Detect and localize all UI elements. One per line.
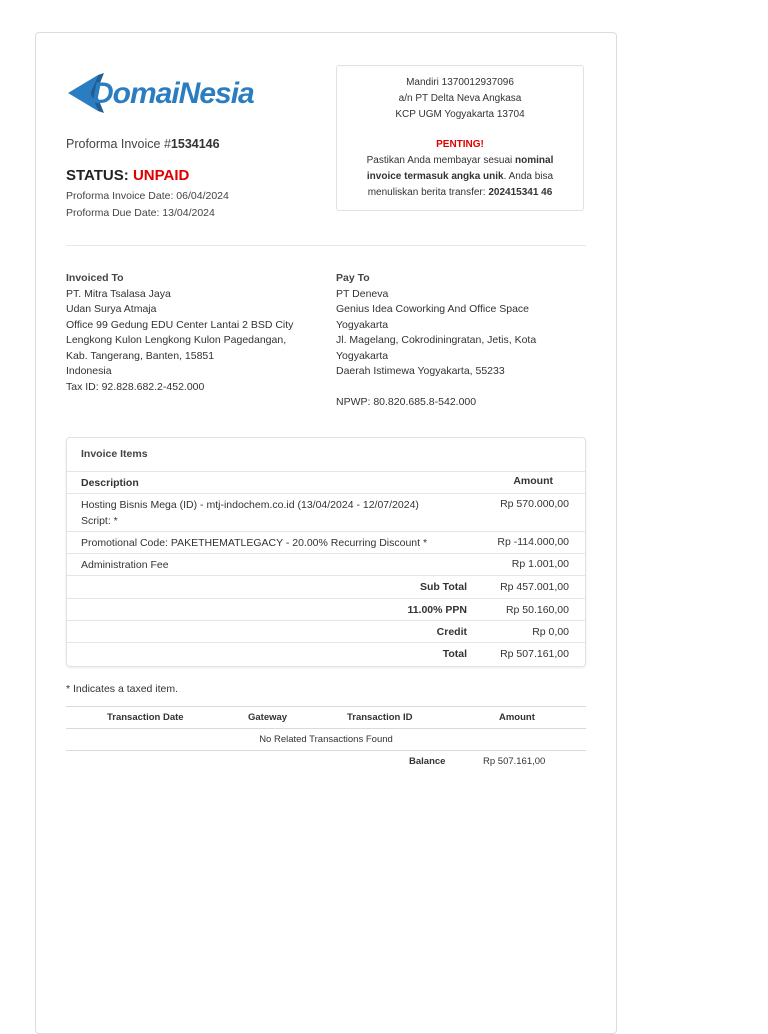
invoiced-to-line: Office 99 Gedung EDU Center Lantai 2 BSD City bbox=[66, 318, 294, 331]
bank-info-box bbox=[336, 65, 584, 211]
total-amount: Rp 507.161,00 bbox=[500, 648, 569, 660]
invoiced-to-line: Udan Surya Atmaja bbox=[66, 303, 157, 315]
bank-account: Mandiri 1370012937096 bbox=[406, 77, 514, 88]
item-amount: Rp 1.001,00 bbox=[511, 558, 569, 570]
subtotal-label: Sub Total bbox=[419, 581, 467, 593]
col-transaction-date: Transaction Date bbox=[107, 712, 184, 723]
spacer bbox=[336, 380, 581, 396]
transactions-table bbox=[66, 706, 586, 772]
invoice-items-table bbox=[66, 437, 586, 667]
balance-label: Balance bbox=[409, 756, 446, 767]
col-gateway: Gateway bbox=[248, 712, 288, 723]
invoiced-to-line: Lengkong Kulon Lengkong Kulon Pagedangan, bbox=[66, 334, 287, 346]
tax-label: 11.00% PPN bbox=[407, 604, 467, 616]
pay-to-npwp: NPWP: 80.820.685.8-542.000 bbox=[336, 396, 477, 408]
note-text: menuliskan berita transfer: bbox=[367, 187, 489, 198]
pay-to-line: PT Deneva bbox=[336, 287, 389, 300]
bank-account-name: a/n PT Delta Neva Angkasa bbox=[398, 93, 522, 104]
invoice-number-label: Proforma Invoice # bbox=[66, 137, 171, 151]
credit-amount: Rp 0,00 bbox=[532, 626, 569, 638]
invoiced-to-heading: Invoiced To bbox=[66, 272, 124, 284]
note-bold: nominal bbox=[515, 155, 554, 166]
transfer-note bbox=[337, 153, 583, 201]
invoiced-to-line: Tax ID: 92.828.682.2-452.000 bbox=[66, 380, 205, 393]
invoice-dates bbox=[66, 188, 229, 221]
balance-row bbox=[66, 750, 586, 772]
invoice-number-value: 1534146 bbox=[170, 137, 220, 151]
item-desc-line: Script: * bbox=[81, 515, 118, 527]
invoice-number bbox=[66, 137, 220, 151]
due-date: Proforma Due Date: 13/04/2024 bbox=[66, 206, 215, 219]
item-amount: Rp 570.000,00 bbox=[500, 498, 569, 510]
col-description: Description bbox=[81, 477, 139, 489]
subtotal-amount: Rp 457.001,00 bbox=[500, 581, 569, 593]
status-label: STATUS: bbox=[66, 167, 129, 184]
balance-value: Rp 507.161,00 bbox=[483, 756, 546, 767]
transactions-empty-row bbox=[66, 728, 586, 750]
tax-amount: Rp 50.160,00 bbox=[505, 604, 569, 616]
pay-to-block bbox=[336, 271, 581, 411]
invoiced-to-line: Kab. Tangerang, Banten, 15851 bbox=[66, 349, 215, 362]
pay-to-line: Yogyakarta bbox=[336, 349, 389, 362]
note-text: Pastikan Anda membayar sesuai bbox=[366, 155, 516, 166]
item-description bbox=[81, 497, 419, 529]
no-transactions-message: No Related Transactions Found bbox=[259, 734, 393, 745]
col-transaction-id: Transaction ID bbox=[347, 712, 413, 723]
invoiced-to-line: Indonesia bbox=[66, 365, 112, 377]
pay-to-line: Genius Idea Coworking And Office Space bbox=[336, 303, 530, 315]
transactions-header-row bbox=[66, 706, 586, 728]
pay-to-line: Jl. Magelang, Cokrodiningratan, Jetis, Kota bbox=[336, 334, 537, 346]
invoice-status bbox=[66, 167, 189, 184]
table-row bbox=[67, 493, 585, 532]
bank-branch: KCP UGM Yogyakarta 13704 bbox=[395, 109, 525, 120]
table-row bbox=[67, 531, 585, 554]
note-text: . Anda bisa bbox=[503, 171, 554, 182]
divider bbox=[66, 245, 586, 246]
taxed-item-note: * Indicates a taxed item. bbox=[66, 683, 179, 695]
subtotal-row bbox=[67, 575, 585, 599]
pay-to-line: Daerah Istimewa Yogyakarta, 55233 bbox=[336, 365, 505, 377]
credit-label: Credit bbox=[436, 626, 467, 638]
tax-row bbox=[67, 598, 585, 621]
invoice-items-title: Invoice Items bbox=[81, 448, 148, 460]
transfer-reference: 202415341 46 bbox=[488, 187, 553, 198]
note-bold: invoice termasuk angka unik bbox=[366, 171, 504, 182]
invoiced-to-block bbox=[66, 271, 311, 395]
col-amount: Amount bbox=[513, 475, 553, 487]
status-value: UNPAID bbox=[132, 167, 190, 184]
pay-to-line: Yogyakarta bbox=[336, 318, 389, 331]
item-amount: Rp -114.000,00 bbox=[497, 536, 569, 548]
item-desc-line: Hosting Bisnis Mega (ID) - mtj-indochem.co.id (13/04/2024 - 12/07/2024) bbox=[81, 499, 419, 511]
item-description: Administration Fee bbox=[81, 559, 169, 571]
credit-row bbox=[67, 620, 585, 643]
invoiced-to-line: PT. Mitra Tsalasa Jaya bbox=[66, 287, 171, 300]
total-row bbox=[67, 642, 585, 666]
item-description: Promotional Code: PAKETHEMATLEGACY - 20.00% Recurring Discount * bbox=[81, 537, 428, 549]
table-row bbox=[67, 553, 585, 576]
total-label: Total bbox=[442, 648, 467, 660]
domainesia-logo bbox=[68, 71, 254, 117]
invoice-date: Proforma Invoice Date: 06/04/2024 bbox=[66, 190, 229, 202]
invoice-page bbox=[35, 32, 617, 1034]
col-amount: Amount bbox=[499, 712, 535, 723]
penting-heading: PENTING! bbox=[436, 139, 484, 150]
table-header-row bbox=[67, 471, 585, 494]
logo-wordmark: DomaiNesia bbox=[92, 77, 254, 110]
pay-to-heading: Pay To bbox=[336, 272, 370, 284]
